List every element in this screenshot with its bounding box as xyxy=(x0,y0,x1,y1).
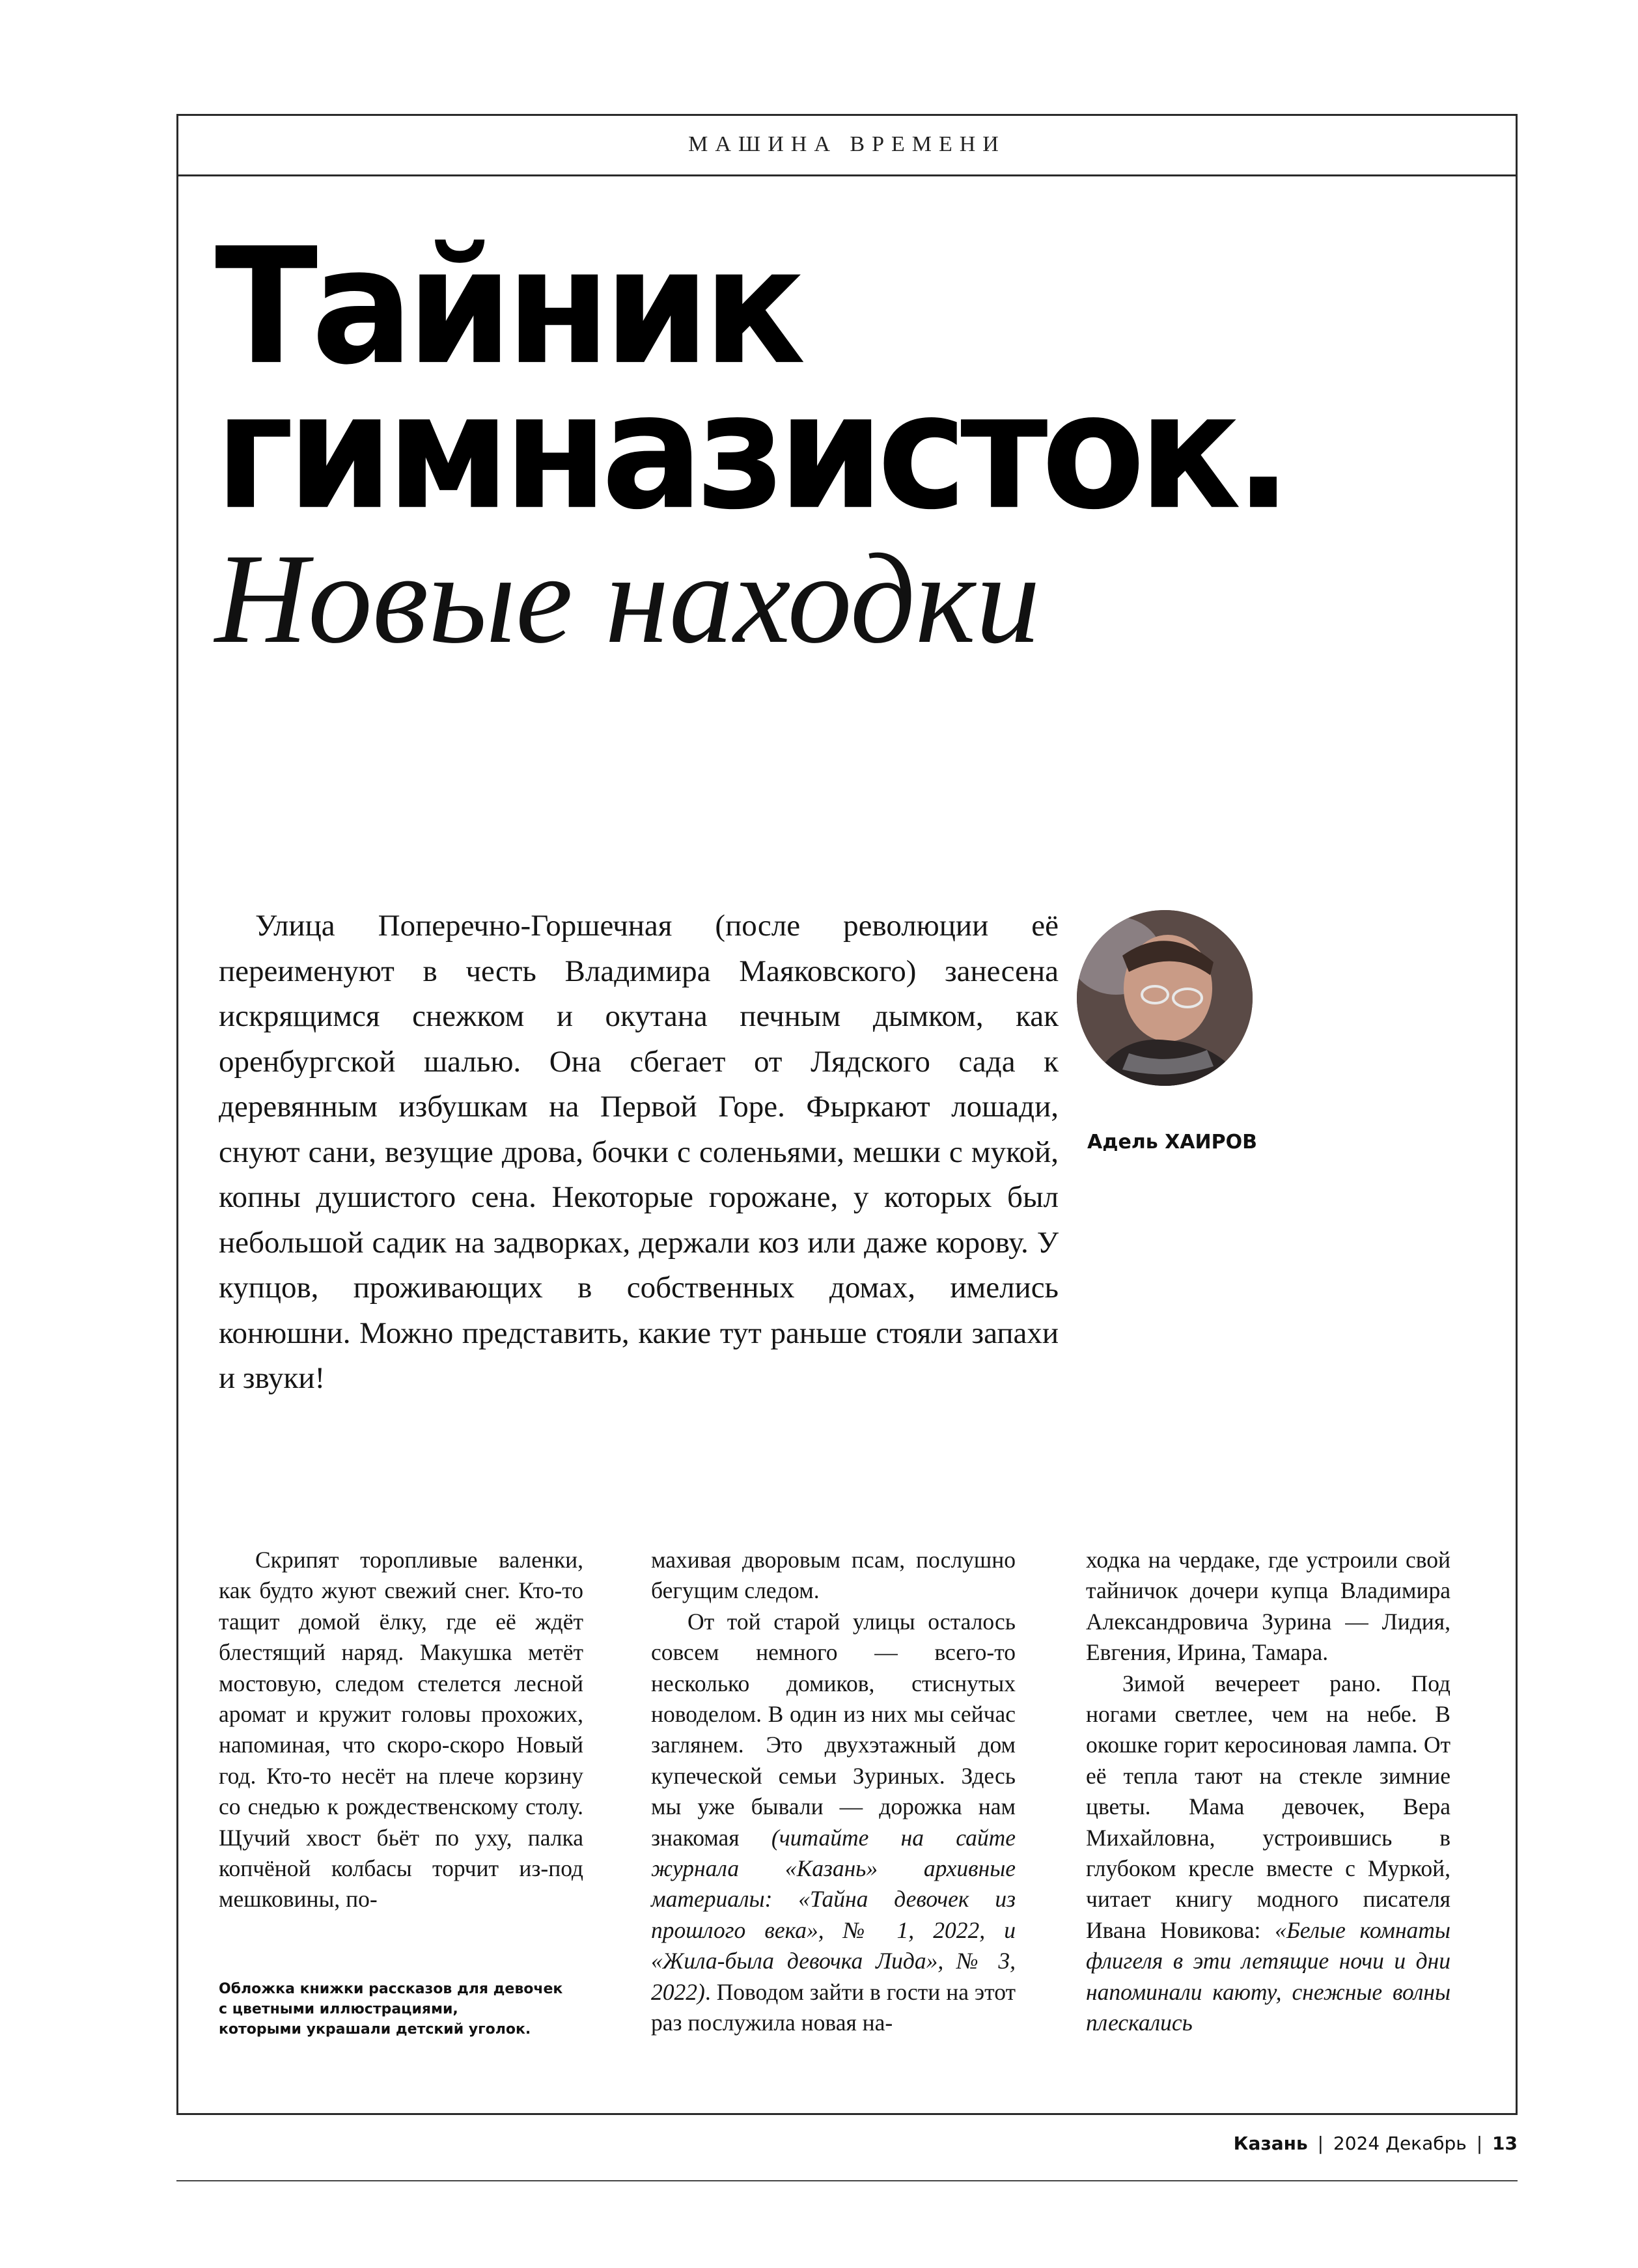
footer-separator: | xyxy=(1317,2133,1324,2154)
column-2 xyxy=(651,1545,1016,2039)
column-3-paragraph-1: ходка на чердаке, где устроили свой тайничок дочери купца Владимира Александровича Зурина — Лидия, Евгения, Ирина, Тамара. xyxy=(1086,1547,1451,1666)
caption-line-3: которыми украшали детский уголок. xyxy=(219,2021,531,2038)
column-1-text: Скрипят торопливые валенки, как будто жуют свежий снег. Кто-то тащит домой ёлку, где её ждёт блестящий наряд. Макушка метёт мостовую, следом стелется лесной аромат и кружит головы прохожих, напоминая, что скоро-скоро Новый год. Кто-то несёт на плече корзину со снедью к рождественскому столу. Щучий хвост бьёт по уху, палка копчёной колбасы торчит из-под мешковины, по- xyxy=(219,1547,583,1913)
page-footer xyxy=(1234,2133,1518,2154)
column-2-paragraph-2 xyxy=(651,1607,1016,2039)
caption-line-1: Обложка книжки рассказов для девочек xyxy=(219,1981,563,1997)
author-portrait-icon xyxy=(1077,910,1253,1086)
footer-separator: | xyxy=(1476,2133,1483,2154)
author-name: Адель ХАИРОВ xyxy=(1087,1131,1257,1154)
column-3 xyxy=(1086,1545,1451,2039)
article-subtitle: Новые находки xyxy=(215,527,1040,670)
title-line-1: Тайник xyxy=(215,214,799,400)
section-rubric: МАШИНА ВРЕМЕНИ xyxy=(688,131,1006,156)
column-2-text-a: От той старой улицы осталось совсем немного — всего-то несколько домиков, стиснутых новоделом. В один из них мы сейчас заглянем. Это двухэтажный дом купеческой семьи Зуриных. Здесь мы уже бывали — дорожка нам знакомая xyxy=(651,1608,1016,1851)
column-2-text-b: . Поводом зайти в гости на этот раз послужила новая на- xyxy=(651,1978,1016,2036)
rubric-bar xyxy=(176,114,1518,176)
title-line-2: гимназисток. xyxy=(215,358,1286,545)
page-number: 13 xyxy=(1492,2133,1518,2154)
lead-paragraph: Улица Поперечно-Горшечная (после революции её переименуют в честь Владимира Маяковского) занесена искрящимся снежком и окутана печным дымком, как оренбургской шалью. Она сбегает от Лядского сада к деревянным избушкам на Первой Горе. Фыркают лошади, снуют сани, везущие дрова, бочки с соленьями, мешки с мукой, копны душистого сена. Некоторые горожане, у которых был небольшой садик на задворках, держали коз или даже корову. У купцов, проживающих в собственных домах, имелись конюшни. Можно представить, какие тут раньше стояли запахи и звуки! xyxy=(219,909,1059,1395)
author-photo xyxy=(1077,910,1253,1086)
footer-issue: 2024 Декабрь xyxy=(1333,2133,1467,2154)
column-3-quote: «Белые комнаты флигеля в эти летящие ночи и дни напоминали каюту, снежные волны плескались xyxy=(1086,1916,1451,2036)
caption-line-2: с цветными иллюстрациями, xyxy=(219,2001,458,2017)
column-2-paragraph-1: махивая дворовым псам, послушно бегущим следом. xyxy=(651,1547,1016,1604)
column-1 xyxy=(219,1545,583,1915)
footer-rule xyxy=(176,2180,1518,2181)
footer-magazine: Казань xyxy=(1233,2133,1308,2154)
column-2-reference: (читайте на сайте журнала «Казань» архивные материалы: «Тайна девочек из прошлого века», № 1, 2022, и «Жила-была девочка Лида», № 3, 2022) xyxy=(651,1824,1016,2005)
article-title xyxy=(215,214,1286,545)
image-caption xyxy=(219,1979,583,2040)
column-3-text-a: Зимой вечереет рано. Под ногами светлее, чем на небе. В окошке горит керосиновая лампа. От её тепла тают на стекле зимние цветы. Мама девочек, Вера Михайловна, устроившись в глубоком кресле вместе с Муркой, читает книгу модного писателя Ивана Новикова: xyxy=(1086,1670,1451,1943)
column-3-paragraph-2 xyxy=(1086,1668,1451,2039)
